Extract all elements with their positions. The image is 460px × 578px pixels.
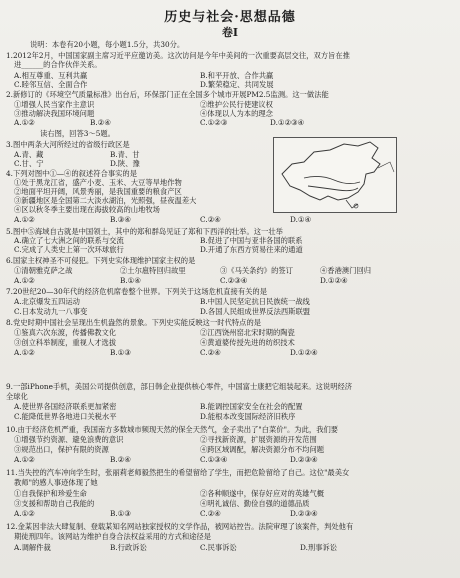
question-line: 11.当失控的汽车冲向学生时，张丽莉老师毅然把生的希望留给了学生，而把危险留给了自己。这位"最美女 bbox=[6, 468, 350, 477]
option: ④香港澳门回归 bbox=[320, 266, 372, 275]
option: A.北京爆发五四运动 bbox=[14, 297, 80, 306]
option: A.使世界各国经济联系更加紧密 bbox=[14, 402, 117, 411]
question-line: 2.新修订的《环境空气质量标准》出台后，环保部门正在全国多个城市开展PM2.5监测。这一做法能 bbox=[6, 90, 329, 99]
option: C.日本发动九一八事变 bbox=[14, 307, 88, 316]
option: B.促进了中国与亚非各国的联系 bbox=[200, 236, 303, 245]
option: C.②④ bbox=[200, 348, 221, 357]
question-line: ①处于黑龙江省，盛产小麦、玉米、大豆等旱地作物 bbox=[14, 178, 182, 187]
option: B.①③ bbox=[110, 348, 131, 357]
question-line: 8.党史时期中国社会呈现出生机盎然的景象。下列史实能反映这一时代特点的是 bbox=[6, 318, 262, 327]
question-line: 1.2012年2月，中国国家副主席习近平应邀访美。这次访问是今年中美间的一次重要高层交往，双方旨在推 bbox=[6, 51, 350, 60]
option: ②各种顺遂中，保存好应对的英雄气概 bbox=[200, 489, 325, 498]
option: A.①② bbox=[14, 118, 35, 127]
option: ④体现以人为本的理念 bbox=[200, 109, 273, 118]
option: ①鉴真六次东渡，传播佛教文化 bbox=[14, 328, 117, 337]
option: ②江西饶州窑北宋时期的陶瓷 bbox=[200, 328, 295, 337]
option: B.能调控国家安全在社会的配置 bbox=[200, 402, 303, 411]
option: ③支援和帮助自己我能的 bbox=[14, 499, 95, 508]
option: D.开通了东西方贸易往来的通道 bbox=[200, 245, 303, 254]
option: ①自我保护和珍爱生命 bbox=[14, 489, 87, 498]
option: B.中国人民坚定抗日民族统一战线 bbox=[200, 297, 310, 306]
question-line: ③新疆地区是全国第二大淡水湖泊，光照强，昼夜温差大 bbox=[14, 196, 197, 205]
question-line: 教师"的感人事迹体现了她 bbox=[14, 478, 98, 487]
question-line: 进______的合作伙伴关系。 bbox=[14, 60, 102, 69]
china-map-outline bbox=[274, 138, 396, 212]
option: D.①②③④ bbox=[270, 118, 305, 127]
instructions: 说明：本卷有20小题，每小题1.5分，共30分。 bbox=[30, 40, 185, 49]
option: C.②④ bbox=[200, 215, 221, 224]
option: D.繁荣稳定、共同发展 bbox=[200, 80, 274, 89]
option: ①增强人民当家作主意识 bbox=[14, 100, 95, 109]
option: C.民事诉讼 bbox=[200, 543, 237, 552]
option: A.①② bbox=[14, 509, 35, 518]
option: A.①② bbox=[14, 455, 35, 464]
question-line: 3.图中两条大河所经过的省级行政区是 bbox=[6, 140, 130, 149]
option: ③《马关条约》的签订 bbox=[220, 266, 293, 275]
option: ①清朝雅克萨之战 bbox=[14, 266, 73, 275]
option: ②土尔扈特回归故里 bbox=[120, 266, 186, 275]
question-line: 期徒刑四年。该网站为维护自身合法权益采用的方式和途径是 bbox=[14, 532, 212, 541]
exam-title: 历史与社会·思想品德 bbox=[164, 10, 296, 25]
question-line: 12.金某因非法大肆复制、登载某知名网站独家授权的文学作品，被网站控告。法院审理了该案件，判处他有 bbox=[6, 522, 354, 531]
option: A.确立了七大洲之间的联系与交流 bbox=[14, 236, 124, 245]
option: ③推动解决我国环境问题 bbox=[14, 109, 95, 118]
option: A.①② bbox=[14, 348, 35, 357]
option: ③创立科举制度，重视人才选拔 bbox=[14, 338, 117, 347]
question-line: 7.20世纪20—30年代的经济危机席卷整个世界。下列关于这场危机直接有关的是 bbox=[6, 287, 268, 296]
option: B.行政诉讼 bbox=[110, 543, 147, 552]
option: ②寻找新资源，扩展资源的开发范围 bbox=[200, 435, 317, 444]
option: C.能降低世界各地进口关税水平 bbox=[14, 412, 117, 421]
option: C.睦邻互信、全面合作 bbox=[14, 80, 88, 89]
option: A.青、藏 bbox=[14, 150, 44, 159]
option: C.①③④ bbox=[200, 455, 228, 464]
map-instruction: 读右图，回答3～5题。 bbox=[40, 129, 115, 138]
option: D.陕、豫 bbox=[110, 159, 140, 168]
option: ④黄道婆传授先进的纺织技术 bbox=[200, 338, 295, 347]
option: D.②③④ bbox=[290, 509, 318, 518]
option: C.完成了人类史上第一次环球旅行 bbox=[14, 245, 124, 254]
option: D.刑事诉讼 bbox=[300, 543, 338, 552]
option: B.①④ bbox=[120, 276, 141, 285]
option: C.①②③ bbox=[200, 118, 228, 127]
option: A.①② bbox=[14, 215, 35, 224]
question-line: 9.一部iPhone手机，美国公司提供创意，部日韩企业提供核心零件，中国富士康把它组装起来。这说明经济 bbox=[6, 382, 353, 391]
question-line: 全球化 bbox=[6, 392, 28, 401]
option: ④跨区域调配，解决资源分布不均问题 bbox=[200, 445, 325, 454]
option: B.②④ bbox=[90, 118, 111, 127]
question-line: 4.下列对图中①—④的叙述符合事实的是 bbox=[6, 169, 138, 178]
option: D.能根本改变国际经济旧秩序 bbox=[200, 412, 296, 421]
option: B.青、甘 bbox=[110, 150, 140, 159]
option: B.③④ bbox=[110, 215, 131, 224]
option: A.①② bbox=[14, 276, 35, 285]
question-line: ②地面平坦开阔，风景秀丽，是我国重要的粮食产区 bbox=[14, 187, 182, 196]
option: ③规范出口，保护有限的资源 bbox=[14, 445, 109, 454]
question-line: 5.图中⑤海域自古就是中国领土，其中的郑和群岛见证了郑和下西洋的壮举。这一壮举 bbox=[6, 227, 283, 236]
option: ④明礼诚信、勤俭自强的道德品质 bbox=[200, 499, 310, 508]
option: D.②③④ bbox=[290, 455, 318, 464]
option: C.②④ bbox=[200, 509, 221, 518]
option: ②维护公民行使建议权 bbox=[200, 100, 273, 109]
option: D.各国人民组成世界反法西斯联盟 bbox=[200, 307, 311, 316]
china-map bbox=[273, 137, 397, 213]
option: B.①③ bbox=[110, 509, 131, 518]
question-line: 6.国家主权神圣不可侵犯。下列史实体现维护国家主权的是 bbox=[6, 256, 196, 265]
volume-label: 卷Ⅰ bbox=[221, 26, 239, 39]
option: C.甘、宁 bbox=[14, 159, 44, 168]
option: C.②③④ bbox=[220, 276, 248, 285]
question-line: ④区以秋冬季主要出现在海拔较高的山地牧场 bbox=[14, 205, 160, 214]
option: B.和平开放、合作共赢 bbox=[200, 71, 274, 80]
option: A.相互尊重、互利共赢 bbox=[14, 71, 88, 80]
option: D.①②④ bbox=[320, 276, 348, 285]
option: D.①④ bbox=[290, 215, 311, 224]
option: ①增强节约资源、避免浪费的意识 bbox=[14, 435, 124, 444]
option: B.②④ bbox=[110, 455, 131, 464]
option: A.调解件裁 bbox=[14, 543, 51, 552]
option: D.①②④ bbox=[290, 348, 318, 357]
question-line: 10.由于经济危机严重，我国南方多数城市频现天然的保全天然气，金子卖出了"白菜价"。为此，我们要 bbox=[6, 425, 339, 434]
